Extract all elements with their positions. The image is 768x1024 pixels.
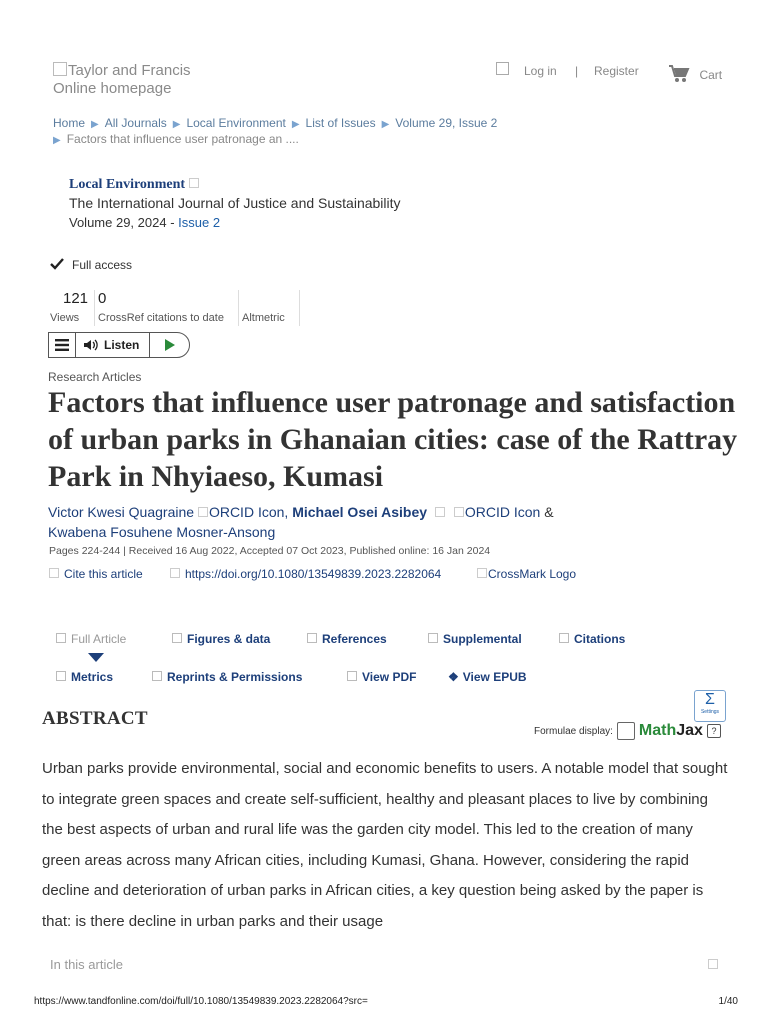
orcid-icon xyxy=(198,507,208,517)
views-count: 121 xyxy=(63,290,89,307)
sigma-icon: Σ xyxy=(705,691,715,708)
author-list: Victor Kwesi Quagraine ORCID Icon, Michael Osei Asibey ORCID Icon & Kwabena Fosuhene Mosner-Ansong xyxy=(48,504,554,540)
tab-references[interactable]: References xyxy=(307,632,387,646)
breadcrumb-home[interactable]: Home xyxy=(53,116,86,130)
view-epub-link[interactable]: ❖ View EPUB xyxy=(448,670,527,684)
author-link[interactable]: Michael Osei Asibey xyxy=(292,504,428,520)
login-link[interactable]: Log in xyxy=(524,64,557,78)
references-icon xyxy=(307,633,317,643)
reprints-icon xyxy=(152,671,162,681)
tab-figures-data[interactable]: Figures & data xyxy=(172,632,270,646)
cart-button[interactable] xyxy=(668,64,722,84)
register-link[interactable]: Register xyxy=(594,64,639,78)
crossref-label: CrossRef citations to date xyxy=(98,312,224,324)
epub-icon: ❖ xyxy=(448,670,459,684)
full-article-icon xyxy=(56,633,66,643)
cite-link[interactable]: Cite this article xyxy=(49,567,143,581)
breadcrumb-separator-icon: ▶ xyxy=(91,119,99,130)
orcid-icon xyxy=(454,507,464,517)
expand-icon xyxy=(708,959,718,969)
site-logo[interactable]: Taylor and Francis Online homepage xyxy=(53,62,191,97)
author-link[interactable]: Kwabena Fosuhene Mosner-Ansong xyxy=(48,524,276,540)
crossref-metric xyxy=(94,290,224,326)
breadcrumb-volume-issue[interactable]: Volume 29, Issue 2 xyxy=(395,116,498,130)
crossref-count: 0 xyxy=(98,290,107,307)
listen-button[interactable] xyxy=(76,333,150,357)
author-info-icon xyxy=(435,507,445,517)
altmetric-metric[interactable] xyxy=(238,290,285,326)
settings-label: Settings xyxy=(700,709,720,715)
orcid-link[interactable]: ORCID Icon xyxy=(198,504,284,520)
checkbox-icon xyxy=(496,62,509,75)
abstract-text: Urban parks provide environmental, social and economic benefits to users. A notable model that sought to integrate green spaces and create self-sufficient, healthy and pleasant places to live by combining the best aspects of urban and rural life was the garden city model. This led to the creation of many green areas across many African cities, including Kumasi, Ghana. However, considering the rapid decline and deterioration of urban parks in African cities, a key question being asked by the paper is that: is there decline in urban parks and their usage xyxy=(42,760,728,930)
help-icon[interactable]: ? xyxy=(707,724,721,738)
crossmark-link[interactable]: CrossMark Logo xyxy=(477,567,576,581)
nav-divider: | xyxy=(575,64,579,78)
journal-name[interactable]: Local Environment xyxy=(69,177,186,192)
formulae-display xyxy=(534,722,721,740)
breadcrumb-local-environment[interactable]: Local Environment xyxy=(186,116,286,130)
pdf-icon xyxy=(347,671,357,681)
print-page-number: 1/40 xyxy=(718,996,738,1007)
author-ampersand: & xyxy=(544,504,554,520)
article-type: Research Articles xyxy=(48,370,142,384)
publication-info: Pages 224-244 | Received 16 Aug 2022, Accepted 07 Oct 2023, Published online: 16 Jan 2024 xyxy=(49,545,491,557)
access-label: Full access xyxy=(72,258,133,272)
breadcrumb-separator-icon: ▶ xyxy=(381,119,390,130)
formulae-toggle[interactable] xyxy=(617,722,635,740)
breadcrumb-separator-icon: ▶ xyxy=(53,135,61,146)
breadcrumb-list-of-issues[interactable]: List of Issues xyxy=(305,116,376,130)
supplemental-icon xyxy=(428,633,438,643)
crossmark-icon xyxy=(477,568,487,578)
breadcrumb-all-journals[interactable]: All Journals xyxy=(104,116,167,130)
formulae-label: Formulae display: xyxy=(534,725,613,737)
cart-label: Cart xyxy=(699,68,723,82)
metrics-divider xyxy=(299,290,300,326)
tab-full-article[interactable]: Full Article xyxy=(56,632,126,646)
journal-subtitle: The International Journal of Justice and Sustainability xyxy=(69,195,401,211)
journal-info xyxy=(69,174,401,232)
listen-menu-button[interactable] xyxy=(49,333,76,357)
journal-info-icon xyxy=(189,178,199,188)
speaker-icon xyxy=(84,339,100,351)
play-icon xyxy=(165,339,175,351)
in-this-article-toggle[interactable]: In this article xyxy=(50,957,123,972)
tab-supplemental[interactable]: Supplemental xyxy=(428,632,522,646)
view-pdf-link[interactable]: View PDF xyxy=(347,670,416,684)
citations-icon xyxy=(559,633,569,643)
check-icon xyxy=(50,258,64,270)
listen-player xyxy=(48,332,190,358)
orcid-link[interactable]: ORCID Icon xyxy=(454,504,540,520)
mathjax-settings-button[interactable] xyxy=(694,690,726,722)
active-tab-indicator-icon xyxy=(88,653,104,662)
breadcrumb xyxy=(53,116,613,148)
print-url: https://www.tandfonline.com/doi/full/10.1080/13549839.2023.2282064?src= xyxy=(34,996,368,1007)
views-label: Views xyxy=(50,312,80,324)
figures-icon xyxy=(172,633,182,643)
tab-citations[interactable]: Citations xyxy=(559,632,625,646)
views-metric xyxy=(50,290,89,326)
listen-label: Listen xyxy=(104,338,140,352)
abstract-heading: ABSTRACT xyxy=(42,708,148,729)
journal-volume: Volume 29, 2024 - xyxy=(69,215,179,230)
article-title: Factors that influence user patronage and satisfaction of urban parks in Ghanaian cities: case of the Rattray Park in Nhyiaeso, Kumasi xyxy=(48,386,738,493)
issue-link[interactable]: Issue 2 xyxy=(178,215,221,230)
mathjax-logo: MathJax xyxy=(638,722,703,739)
tab-reprints-permissions[interactable]: Reprints & Permissions xyxy=(152,670,302,684)
breadcrumb-separator-icon: ▶ xyxy=(291,119,300,130)
altmetric-label: Altmetric xyxy=(242,312,285,324)
doi-link[interactable]: https://doi.org/10.1080/13549839.2023.2282064 xyxy=(170,567,441,581)
cite-icon xyxy=(49,568,59,578)
access-status xyxy=(50,258,132,272)
metrics-icon xyxy=(56,671,66,681)
cart-icon xyxy=(668,64,690,84)
menu-icon xyxy=(55,339,69,351)
doi-icon xyxy=(170,568,180,578)
breadcrumb-current: Factors that influence user patronage an .... xyxy=(66,132,299,146)
breadcrumb-separator-icon: ▶ xyxy=(172,119,181,130)
tab-metrics[interactable]: Metrics xyxy=(56,670,113,684)
author-link[interactable]: Victor Kwesi Quagraine xyxy=(48,504,195,520)
play-button[interactable] xyxy=(150,339,189,351)
broken-image-icon xyxy=(53,62,67,76)
